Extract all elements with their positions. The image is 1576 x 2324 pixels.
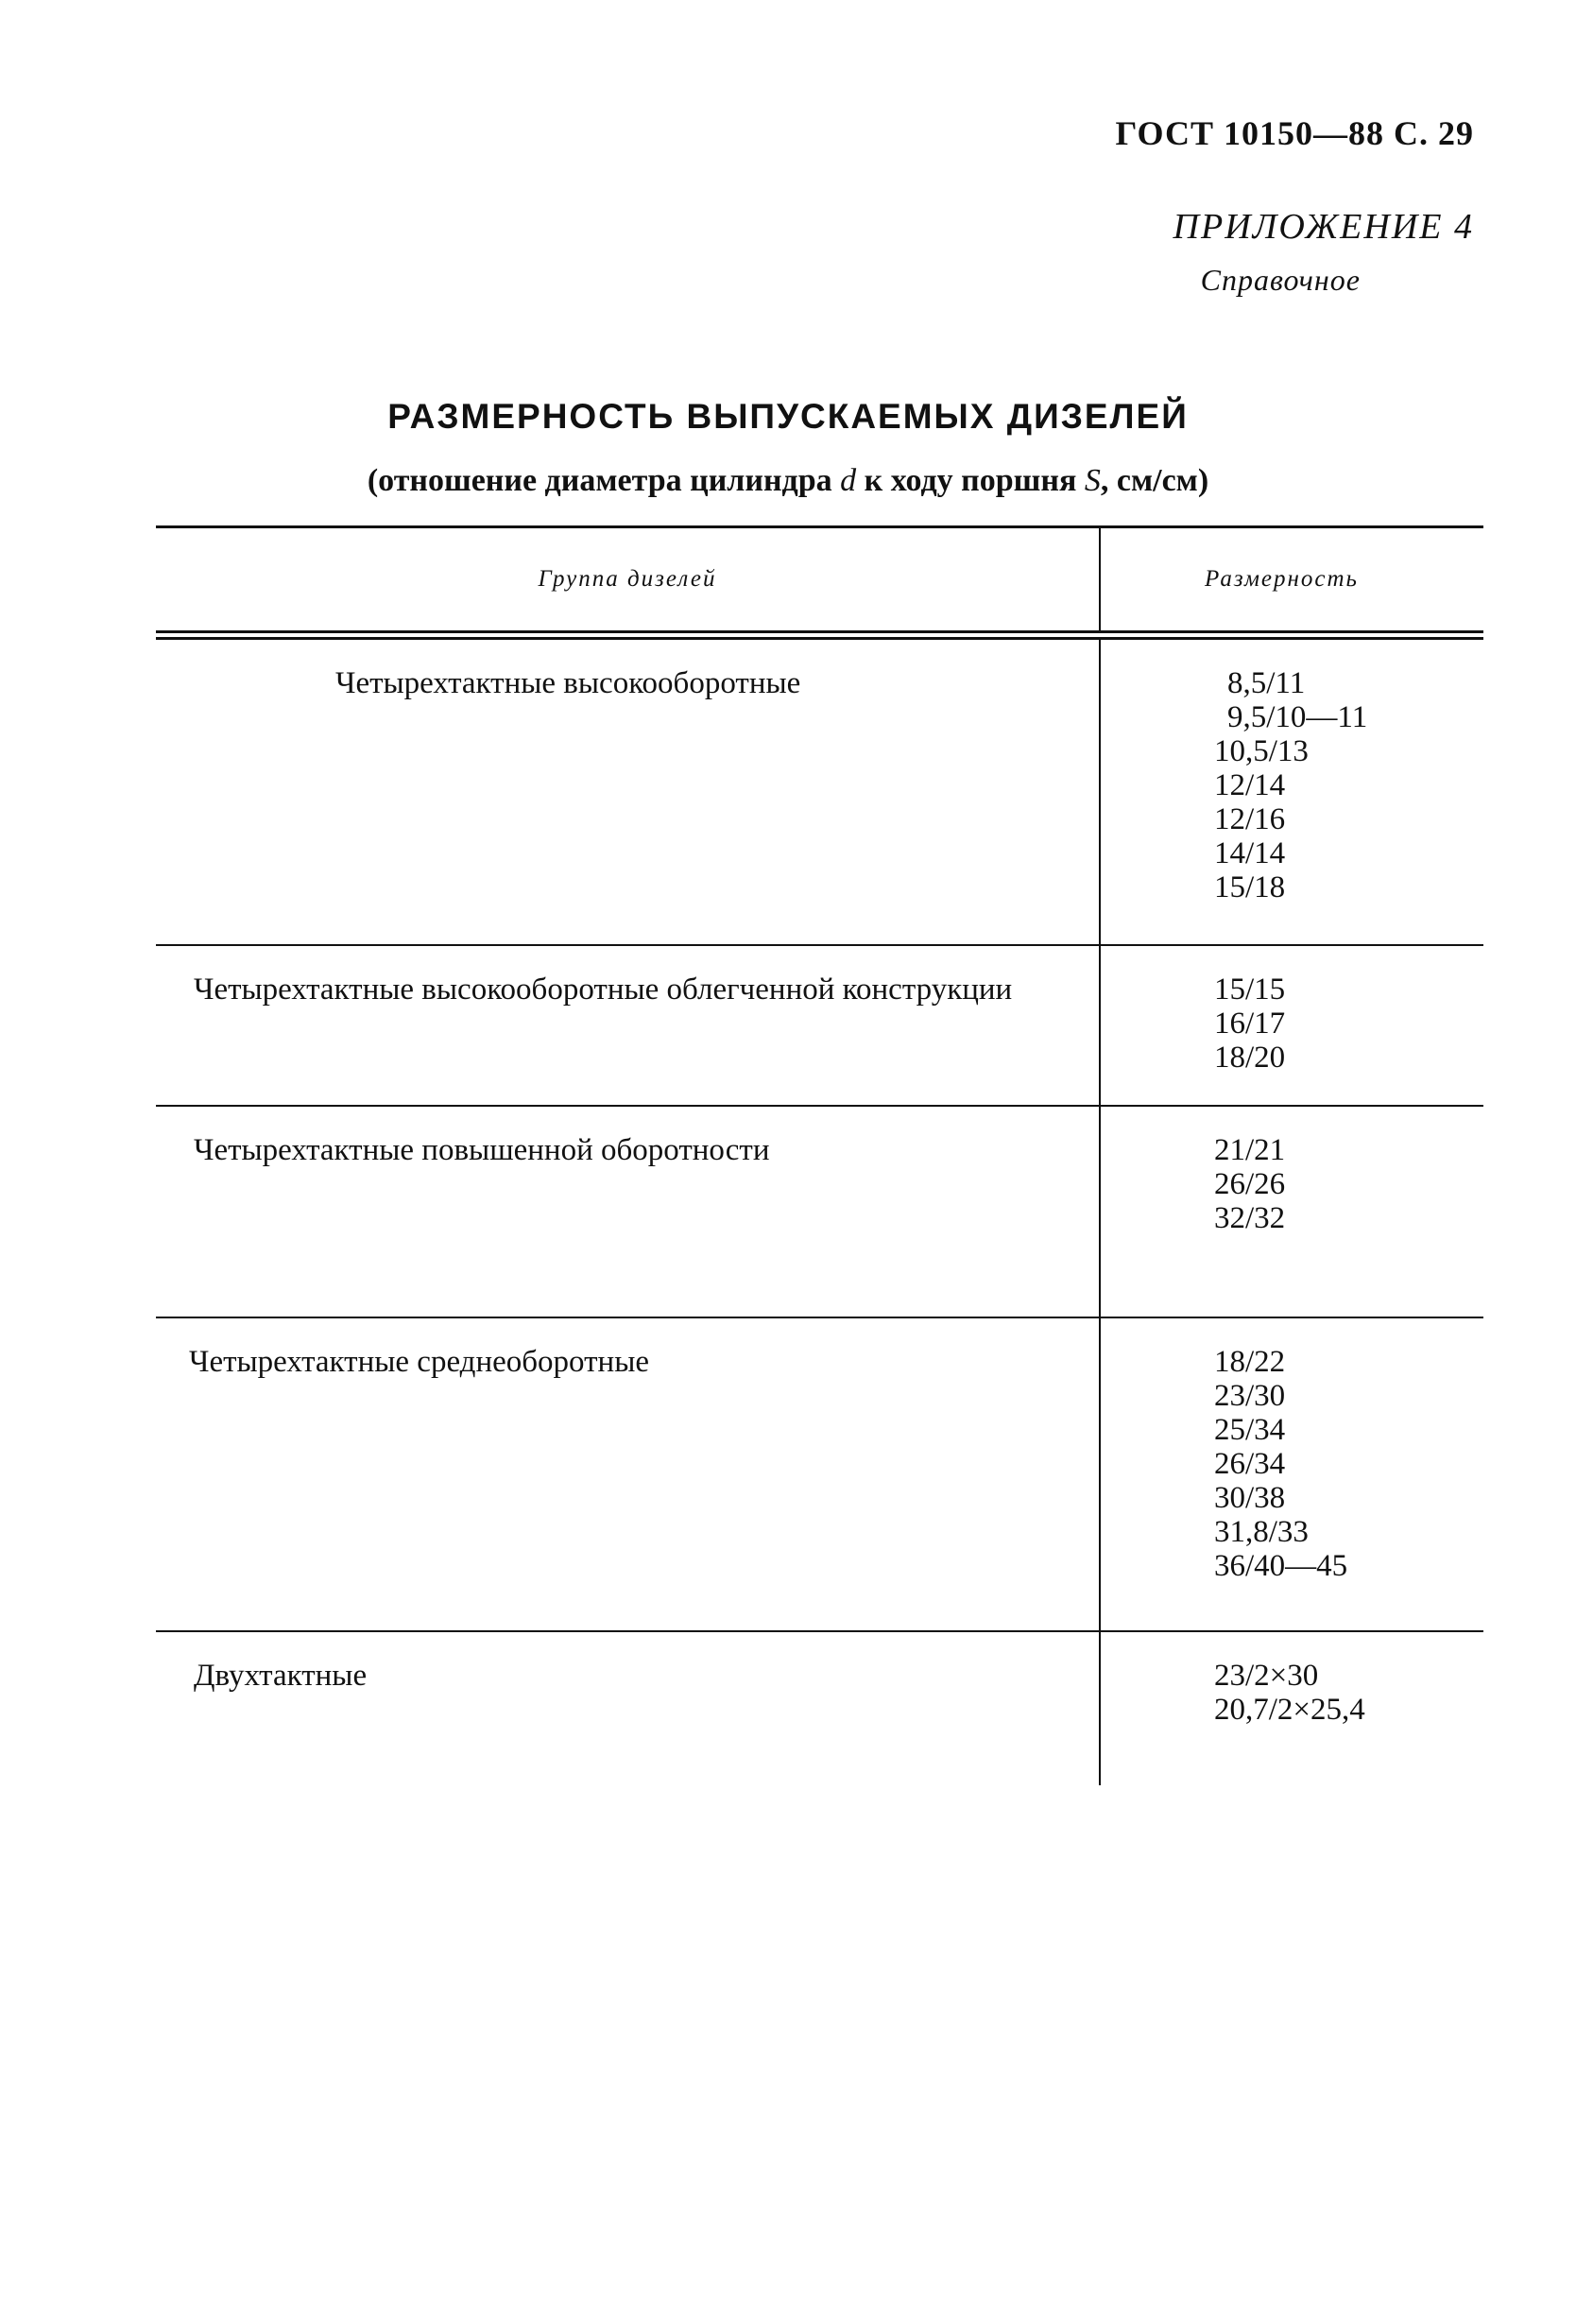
dimension-value: 18/22 xyxy=(1214,1345,1286,1379)
dimension-value: 15/18 xyxy=(1214,870,1286,904)
dimension-value: 32/32 xyxy=(1214,1201,1286,1235)
dimension-cell xyxy=(1101,1318,1483,1630)
subtitle-variable-d: d xyxy=(840,463,857,498)
dimension-cell xyxy=(1101,1107,1483,1317)
page-header: ГОСТ 10150—88 С. 29 xyxy=(1115,114,1474,152)
dimension-value: 20,7/2×25,4 xyxy=(1214,1693,1365,1727)
group-text: Четырехтактные высокооборотные облегченной конструкции xyxy=(194,973,1013,1007)
dimension-value: 9,5/10—11 xyxy=(1227,700,1368,734)
dimension-cell xyxy=(1101,946,1483,1105)
dimension-value: 12/16 xyxy=(1214,802,1286,836)
dimension-value: 26/34 xyxy=(1214,1447,1286,1481)
dimension-value: 31,8/33 xyxy=(1214,1515,1309,1549)
group-cell: Двухтактные xyxy=(156,1632,1101,1785)
document-title: РАЗМЕРНОСТЬ ВЫПУСКАЕМЫХ ДИЗЕЛЕЙ xyxy=(387,397,1189,436)
subtitle-suffix: , см/см) xyxy=(1100,463,1209,498)
dimension-value: 12/14 xyxy=(1214,768,1286,802)
dimension-value: 14/14 xyxy=(1214,836,1286,870)
appendix-title: ПРИЛОЖЕНИЕ 4 xyxy=(1173,207,1474,247)
table-row xyxy=(156,640,1483,944)
column-header-group: Группа дизелей xyxy=(156,528,1101,630)
group-cell: Четырехтактные высокооборотные xyxy=(156,640,1101,944)
group-cell xyxy=(156,946,1101,1105)
table-header-row xyxy=(156,528,1483,630)
table-header-rule xyxy=(156,630,1483,640)
column-header-dimension: Размерность xyxy=(1205,566,1359,592)
dimension-value: 16/17 xyxy=(1214,1007,1286,1041)
dimension-value: 36/40—45 xyxy=(1214,1549,1348,1583)
dimension-value: 10,5/13 xyxy=(1214,734,1309,768)
subtitle-middle: к ходу поршня xyxy=(856,463,1085,498)
table-row xyxy=(156,1318,1483,1630)
dimension-value: 23/30 xyxy=(1214,1379,1286,1413)
appendix-subtitle: Справочное xyxy=(1200,263,1361,297)
subtitle-variable-s: S xyxy=(1084,463,1101,498)
dimension-value: 8,5/11 xyxy=(1227,666,1306,700)
dimension-table xyxy=(156,525,1483,1785)
subtitle-prefix: (отношение диаметра цилиндра xyxy=(367,463,841,498)
dimension-cell xyxy=(1101,640,1483,944)
table-row xyxy=(156,946,1483,1105)
dimension-value: 23/2×30 xyxy=(1214,1659,1319,1693)
dimension-value: 30/38 xyxy=(1214,1481,1286,1515)
table-row xyxy=(156,1632,1483,1785)
dimension-value: 25/34 xyxy=(1214,1413,1286,1447)
dimension-cell xyxy=(1101,1632,1483,1785)
dimension-value: 21/21 xyxy=(1214,1133,1286,1167)
table-row xyxy=(156,1107,1483,1317)
dimension-value: 15/15 xyxy=(1214,973,1286,1007)
group-cell: Четырехтактные среднеоборотные xyxy=(156,1318,1101,1630)
dimension-value: 26/26 xyxy=(1214,1167,1286,1201)
document-subtitle xyxy=(0,463,1576,499)
group-cell: Четырехтактные повышенной оборотности xyxy=(156,1107,1101,1317)
dimension-value: 18/20 xyxy=(1214,1041,1286,1075)
